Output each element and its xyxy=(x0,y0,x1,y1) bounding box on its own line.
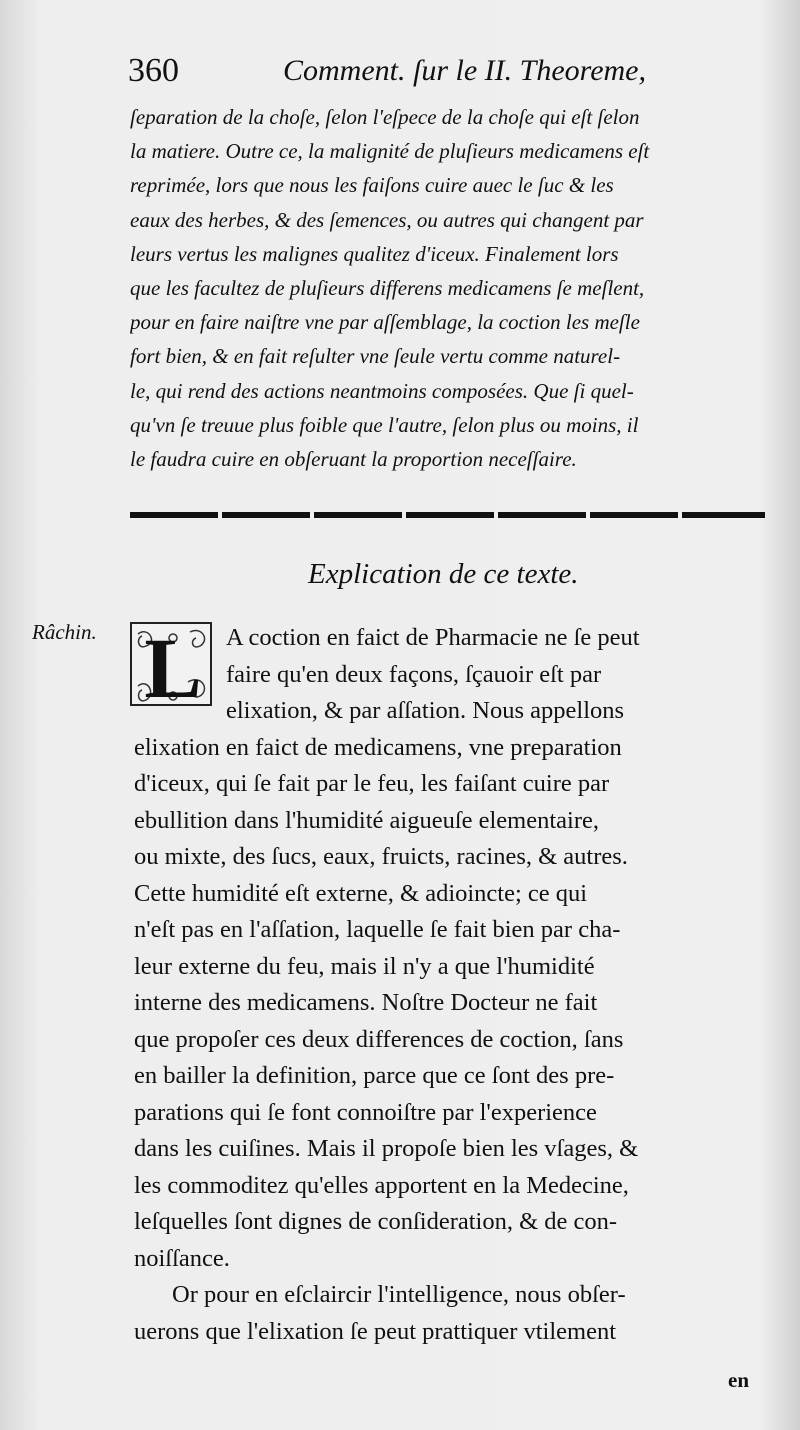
body-line: n'eſt pas en l'aſſation, laquelle ſe fait bien par cha- xyxy=(134,916,621,943)
page-header xyxy=(128,52,768,96)
italic-line: reprimée, lors que nous les faiſons cuire auec le ſuc & les xyxy=(130,173,614,198)
body-line: leſquelles ſont dignes de conſideration, & de con- xyxy=(134,1208,618,1235)
italic-commentary-block xyxy=(130,100,770,476)
running-head: Comment. ſur le II. Theoreme, xyxy=(283,54,646,87)
body-line: noiſſance. xyxy=(134,1244,230,1272)
italic-line: eaux des herbes, & des ſemences, ou autres qui changent par xyxy=(130,207,644,232)
italic-line: leurs vertus les malignes qualitez d'iceux. Finalement lors xyxy=(130,241,619,266)
italic-line: fort bien, & en fait reſulter vne ſeule vertu comme naturel- xyxy=(130,344,621,369)
body-line: faire qu'en deux façons, ſçauoir eſt par xyxy=(226,660,602,688)
body-line: elixation en faict de medicamens, vne preparation xyxy=(134,733,622,761)
body-line: que propoſer ces deux differences de coction, ſans xyxy=(134,1025,624,1053)
body-line: elixation, & par aſſation. Nous appellons xyxy=(226,697,625,724)
italic-line: la matiere. Outre ce, la malignité de pluſieurs medicamens eſt xyxy=(130,139,650,164)
margin-note: Râchin. xyxy=(32,620,97,644)
section-title: Explication de ce texte. xyxy=(308,558,579,590)
italic-line: pour en faire naiſtre vne par aſſemblage, la coction les meſle xyxy=(130,310,640,335)
italic-line: qu'vn ſe treuue plus foible que l'autre, ſelon plus ou moins, il xyxy=(130,412,639,437)
ornamental-rule xyxy=(130,512,765,518)
body-line: A coction en faict de Pharmacie ne ſe peut xyxy=(226,624,640,651)
body-line: uerons que l'elixation ſe peut prattiquer vtilement xyxy=(134,1317,617,1345)
body-line: d'iceux, qui ſe fait par le feu, les faiſant cuire par xyxy=(134,770,610,797)
italic-line: que les facultez de pluſieurs differens medicamens ſe meſlent, xyxy=(130,276,645,301)
body-line: les commoditez qu'elles apportent en la Medecine, xyxy=(134,1171,629,1199)
page-number: 360 xyxy=(128,52,179,89)
body-line: dans les cuiſines. Mais il propoſe bien les vſages, & xyxy=(134,1135,639,1162)
body-line: ebullition dans l'humidité aigueuſe elementaire, xyxy=(134,806,600,834)
body-text xyxy=(134,620,766,1350)
body-line: ou mixte, des ſucs, eaux, fruicts, racines, & autres. xyxy=(134,843,628,870)
body-line: Cette humidité eſt externe, & adioincte; ce qui xyxy=(134,879,588,907)
catchword: en xyxy=(728,1368,749,1392)
body-line: parations qui ſe font connoiſtre par l'experience xyxy=(134,1098,597,1126)
body-line: interne des medicamens. Noſtre Docteur ne fait xyxy=(134,989,598,1016)
drop-cap-letter: L xyxy=(144,622,202,706)
italic-line: le faudra cuire en obſeruant la proportion neceſſaire. xyxy=(130,447,577,472)
italic-line: le, qui rend des actions neantmoins composées. Que ſi quel- xyxy=(130,378,634,403)
body-line: leur externe du feu, mais il n'y a que l'humidité xyxy=(134,952,595,980)
body-line: Or pour en eſclaircir l'intelligence, nous obſer- xyxy=(172,1281,626,1308)
body-line: en bailler la definition, parce que ce ſont des pre- xyxy=(134,1062,615,1089)
italic-line: ſeparation de la choſe, ſelon l'eſpece de la choſe qui eſt ſelon xyxy=(130,105,640,129)
